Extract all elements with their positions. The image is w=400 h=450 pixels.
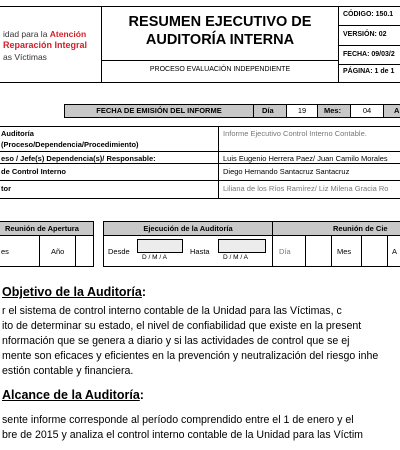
- scope-line-2: bre de 2015 y analiza el control interno contable de la Unidad para las Víctim: [2, 429, 363, 441]
- execution-body: [103, 235, 273, 267]
- day-label: Día: [262, 106, 274, 115]
- control-label: de Control Interno: [1, 167, 66, 176]
- code-label: CÓDIGO: 150.1: [343, 11, 394, 18]
- to-label: Hasta: [190, 247, 210, 256]
- day-value: 19: [297, 106, 307, 115]
- objective-heading: Objetivo de la Auditoría:: [2, 285, 147, 299]
- responsible-value: Luis Eugenio Herrera Paez/ Juan Camilo Morales: [223, 154, 388, 163]
- emission-label-cell: [64, 104, 254, 118]
- objective-line-5: estión contable y financiera.: [2, 365, 134, 377]
- emission-month-label-cell: [317, 104, 351, 118]
- opening-year-label: Año: [51, 247, 65, 256]
- control-value: Diego Hernando Santacruz Santacruz: [223, 167, 350, 176]
- opening-month-label: es: [1, 247, 9, 256]
- opening-meeting-body: [0, 235, 94, 267]
- logo-line-3: as Víctimas: [3, 52, 47, 62]
- version-label: VERSIÓN: 02: [343, 31, 387, 38]
- page-label: PÁGINA: 1 de 1: [343, 68, 395, 75]
- emission-year-label-cell: [383, 104, 400, 118]
- from-label: Desde: [108, 247, 130, 256]
- to-date-box: [218, 239, 266, 253]
- objective-line-1: r el sistema de control interno contable de la Unidad para las Víctimas, c: [2, 305, 342, 317]
- scope-heading: Alcance de la Auditoría:: [2, 388, 144, 402]
- document-title-line-1: RESUMEN EJECUTIVO DE: [128, 14, 312, 30]
- audit-label: Auditoría: [1, 129, 34, 138]
- responsible-label: eso / Jefe(s) Dependencia(s)/ Responsable:: [1, 154, 156, 163]
- header-meta-cell: [338, 6, 400, 83]
- objective-line-3: nformación que se genera a diario y si las actividades de control que se ej: [2, 335, 350, 347]
- from-date-box: [137, 239, 183, 253]
- emission-day-value-cell: [286, 104, 318, 118]
- closing-meeting-header: [272, 221, 400, 236]
- scope-line-1: sente informe corresponde al período comprendido entre el 1 de enero y el: [2, 414, 354, 426]
- info-table: [0, 126, 400, 199]
- objective-line-2: ito de determinar su estado, el nivel de confiabilidad que existe en la present: [2, 320, 362, 332]
- opening-meeting-label: Reunión de Apertura: [5, 224, 79, 233]
- month-value: 04: [362, 106, 372, 115]
- logo-line-1: idad para la Atención: [3, 29, 87, 39]
- process-name: PROCESO EVALUACIÓN INDEPENDIENTE: [149, 66, 291, 73]
- objective-line-4: mente son eficaces y eficientes en la prevención y neutralización del riesgo inhe: [2, 350, 379, 362]
- emission-day-label-cell: [253, 104, 287, 118]
- date-label: FECHA: 09/03/2: [343, 51, 395, 58]
- execution-header: [103, 221, 273, 236]
- audit-sublabel: (Proceso/Dependencia/Procedimiento): [1, 140, 139, 149]
- audit-value: Informe Ejecutivo Control Interno Contable.: [223, 129, 367, 138]
- opening-meeting-header: [0, 221, 94, 236]
- logo-line-2: Reparación Integral: [3, 40, 88, 50]
- logo-highlight: Atención: [49, 29, 87, 39]
- auditor-label: tor: [1, 184, 11, 193]
- closing-meeting-label: Reunión de Cie: [333, 224, 388, 233]
- header-process-cell: [101, 60, 339, 83]
- header-title-cell: [101, 6, 339, 61]
- document-title-line-2: AUDITORÍA INTERNA: [145, 32, 295, 48]
- auditor-value: Liliana de los Ríos Ramírez/ Liz Milena Gracia Ro: [223, 184, 389, 193]
- to-date-format: D / M / A: [223, 254, 248, 261]
- execution-label: Ejecución de la Auditoría: [143, 224, 233, 233]
- header-logo-cell: [0, 6, 102, 83]
- month-label: Mes:: [324, 106, 342, 115]
- closing-day-label: Día: [279, 247, 291, 256]
- emission-month-value-cell: [350, 104, 384, 118]
- year-label: A: [394, 106, 400, 115]
- closing-year-label: A: [392, 247, 398, 256]
- closing-month-label: Mes: [337, 247, 352, 256]
- closing-meeting-body: [272, 235, 400, 267]
- from-date-format: D / M / A: [142, 254, 167, 261]
- emission-label: FECHA DE EMISIÓN DEL INFORME: [96, 106, 222, 115]
